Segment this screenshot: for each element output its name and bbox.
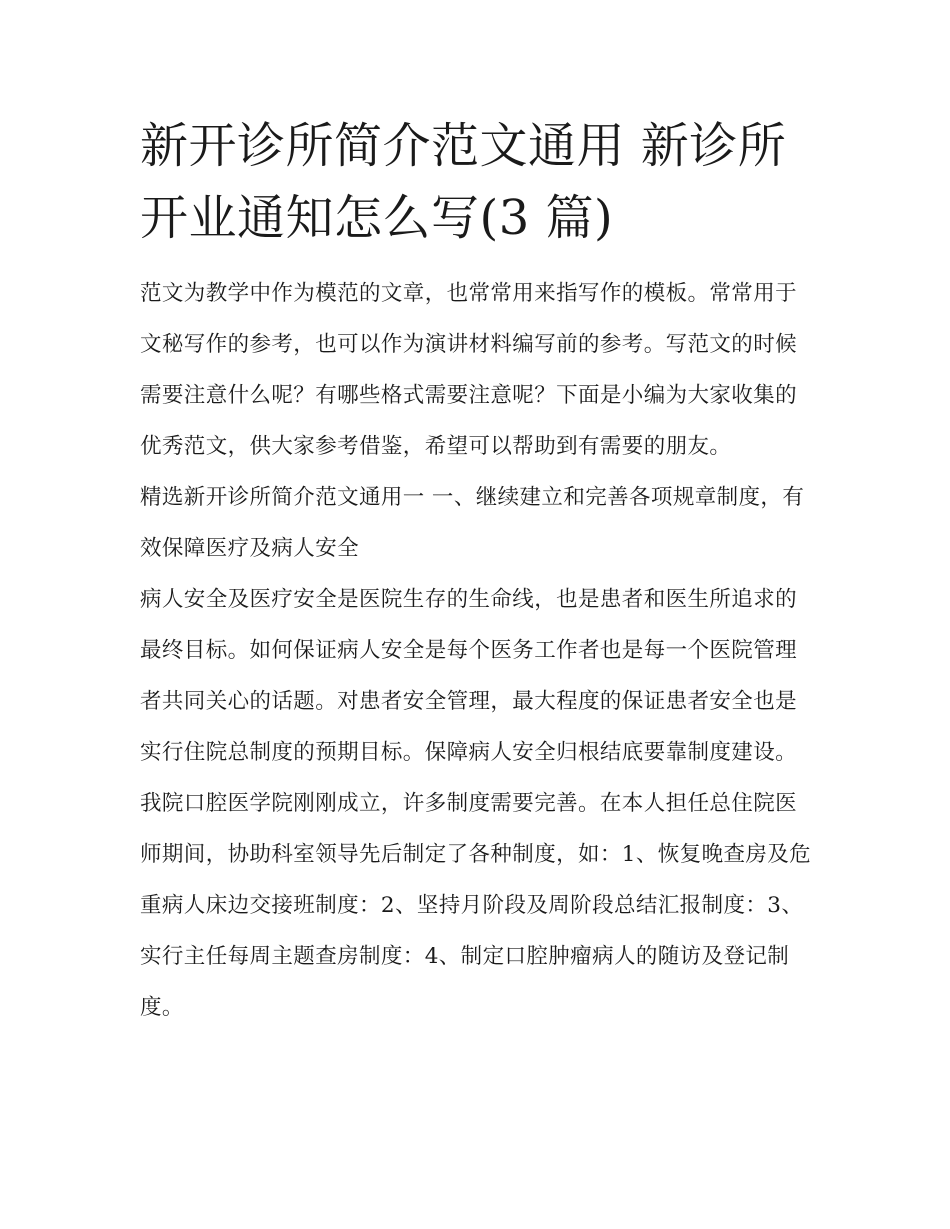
body-paragraph: 病人安全及医疗安全是医院生存的生命线，也是患者和医生所追求的最终目标。如何保证病人安全是每个医务工作者也是每一个医院管理者共同关心的话题。对患者安全管理，最大程度的保证患者安全也是实行住院总制度的预期目标。保障病人安全归根结底要靠制度建设。我院口腔医学院刚刚成立，许多制度需要完善。在本人担任总住院医师期间，协助科室领导先后制定了各种制度，如：1、恢复晚查房及危重病人床边交接班制度：2、坚持月阶段及周阶段总结汇报制度：3、实行主任每周主题查房制度：4、制定口腔肿瘤病人的随访及登记制度。: [140, 587, 812, 1020]
section-heading-paragraph: 精选新开诊所简介范文通用一 一、继续建立和完善各项规章制度，有效保障医疗及病人安全: [140, 485, 805, 561]
document-page: [140, 110, 815, 1033]
document-title: 新开诊所简介范文通用 新诊所开业通知怎么写(3 篇): [140, 118, 787, 246]
intro-paragraph: 范文为教学中作为模范的文章，也常常用来指写作的模板。常常用于文秘写作的参考，也可以作为演讲材料编写前的参考。写范文的时候需要注意什么呢？有哪些格式需要注意呢？下面是小编为大家收集的优秀范文，供大家参考借鉴，希望可以帮助到有需要的朋友。: [140, 281, 798, 459]
